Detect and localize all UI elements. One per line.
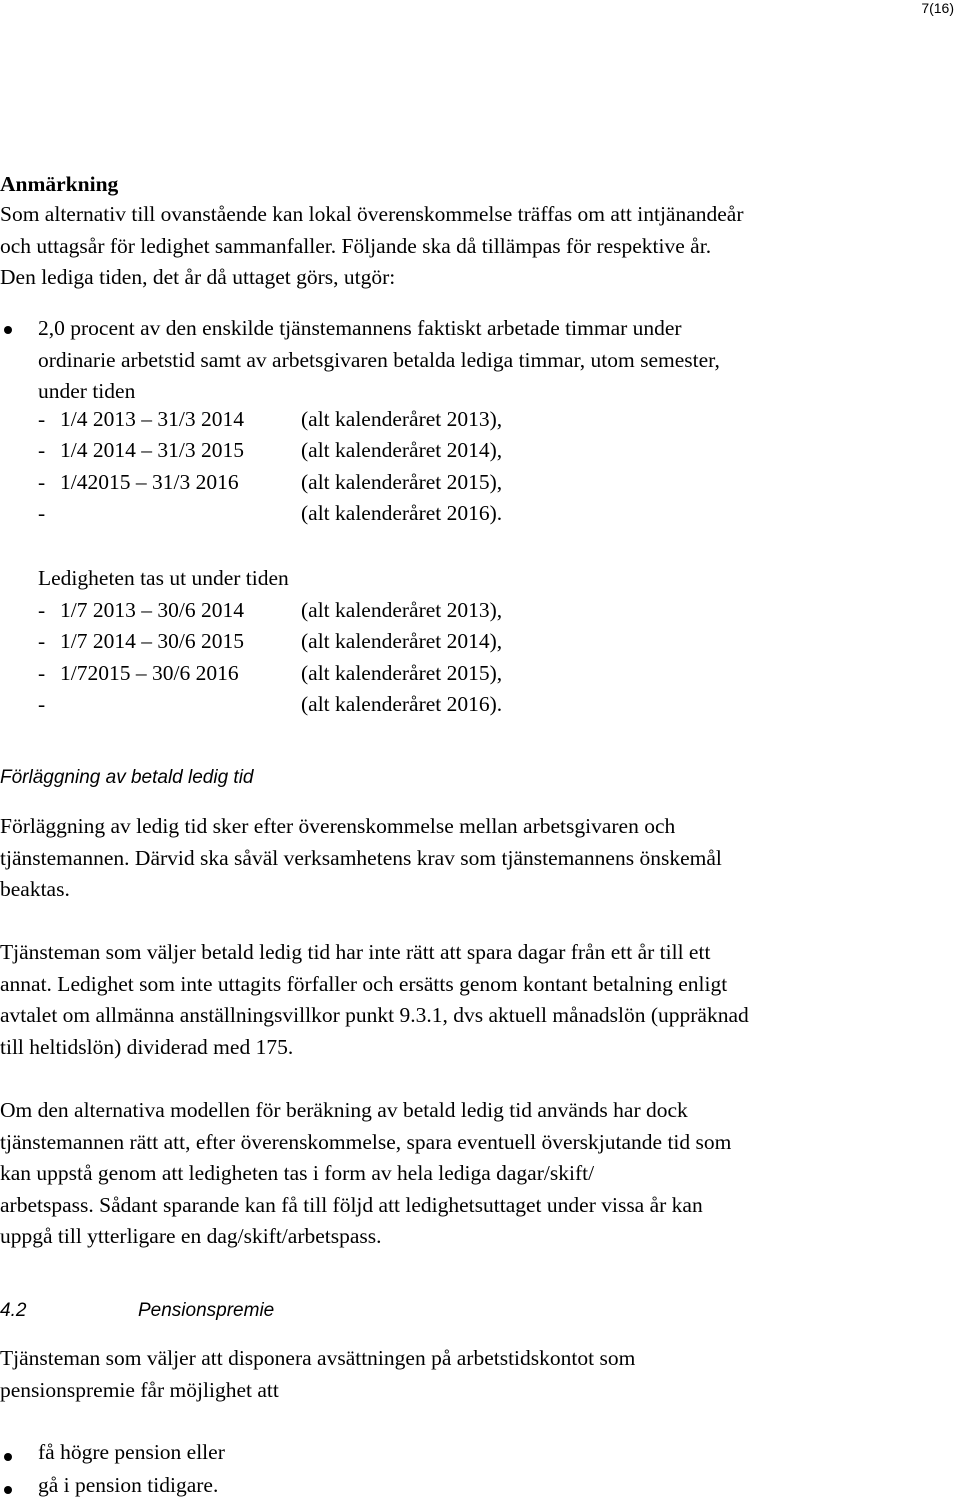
period-range: 1/4 2013 – 31/3 2014: [60, 407, 244, 431]
placement-paragraph-3: [0, 1095, 731, 1253]
bullet1-line: under tiden: [38, 379, 136, 403]
period-range: 1/7 2014 – 30/6 2015: [60, 629, 244, 653]
paragraph-line: till heltidslön) dividerad med 175.: [0, 1034, 294, 1059]
bullet1-line: ordinarie arbetstid samt av arbetsgivaren betalda lediga timmar, utom semester,: [38, 347, 720, 372]
remark-line: Som alternativ till ovanstående kan lokal överenskommelse träffas om att intjänandeår: [0, 202, 744, 226]
period-note: (alt kalenderåret 2016).: [301, 501, 503, 525]
period-note: (alt kalenderåret 2015),: [301, 661, 503, 685]
remark-heading: Anmärkning: [0, 172, 119, 196]
period-note: (alt kalenderåret 2014),: [301, 629, 503, 653]
bullet1-line: 2,0 procent av den enskilde tjänstemannens faktiskt arbetade timmar under: [38, 316, 682, 340]
leave-intro: Ledigheten tas ut under tiden: [38, 566, 289, 590]
paragraph-line: Tjänsteman som väljer att disponera avsättningen på arbetstidskontot som: [0, 1346, 636, 1370]
section-heading: Förläggning av betald ledig tid: [0, 767, 254, 788]
period-note: (alt kalenderåret 2016).: [301, 692, 503, 716]
bullet-dot: [4, 1486, 12, 1494]
period-dash: -: [38, 501, 46, 525]
period-note: (alt kalenderåret 2013),: [301, 407, 503, 431]
paragraph-line: uppgå till ytterligare en dag/skift/arbetspass.: [0, 1224, 382, 1248]
paragraph-line: kan uppstå genom att ledigheten tas i form av hela lediga dagar/skift/: [0, 1161, 595, 1185]
section-number: 4.2: [0, 1300, 27, 1321]
paragraph-line: arbetspass. Sådant sparande kan få till följd att ledighetsuttaget under vissa år kan: [0, 1192, 703, 1217]
period-dash: -: [38, 629, 46, 653]
period-dash: -: [38, 407, 46, 431]
period-range: 1/42015 – 31/3 2016: [60, 470, 239, 494]
paragraph-line: tjänstemannen. Därvid ska såväl verksamhetens krav som tjänstemannens önskemål: [0, 845, 722, 870]
paragraph-line: beaktas.: [0, 877, 70, 901]
period-dash: -: [38, 692, 46, 716]
paragraph-line: Tjänsteman som väljer betald ledig tid har inte rätt att spara dagar från ett år till ett: [0, 940, 711, 964]
remark-paragraph: [0, 199, 744, 294]
pension-bullet-item: få högre pension eller: [38, 1440, 225, 1464]
paragraph-line: Förläggning av ledig tid sker efter överenskommelse mellan arbetsgivaren och: [0, 814, 676, 838]
paragraph-line: Om den alternativa modellen för beräkning av betald ledig tid används har dock: [0, 1098, 688, 1122]
paragraph-line: avtalet om allmänna anställningsvillkor punkt 9.3.1, dvs aktuell månadslön (uppräknad: [0, 1003, 749, 1027]
pension-paragraph: [0, 1343, 635, 1406]
period-range: 1/4 2014 – 31/3 2015: [60, 438, 244, 462]
period-dash: -: [38, 598, 46, 622]
remark-line: och uttagsår för ledighet sammanfaller. Följande ska då tillämpas för respektive år.: [0, 233, 712, 258]
paragraph-line: tjänstemannen rätt att, efter överenskommelse, spara eventuell överskjutande tid som: [0, 1129, 732, 1154]
bullet-dot: [4, 326, 12, 334]
placement-paragraph-1: [0, 811, 722, 906]
period-dash: -: [38, 438, 46, 462]
remark-line: Den lediga tiden, det år då uttaget görs, utgör:: [0, 265, 396, 289]
page-number: 7(16): [921, 0, 954, 16]
bullet1-text: [38, 313, 720, 408]
section-heading: Pensionspremie: [138, 1300, 275, 1321]
period-range: 1/7 2013 – 30/6 2014: [60, 598, 244, 622]
pension-bullet-item: gå i pension tidigare.: [38, 1473, 219, 1497]
period-dash: -: [38, 661, 46, 685]
paragraph-line: pensionspremie får möjlighet att: [0, 1377, 279, 1402]
placement-paragraph-2: [0, 937, 749, 1063]
period-range: 1/72015 – 30/6 2016: [60, 661, 239, 685]
period-dash: -: [38, 470, 46, 494]
period-note: (alt kalenderåret 2015),: [301, 470, 503, 494]
paragraph-line: annat. Ledighet som inte uttagits förfaller och ersätts genom kontant betalning enligt: [0, 971, 728, 996]
period-note: (alt kalenderåret 2013),: [301, 598, 503, 622]
bullet-dot: [4, 1453, 12, 1461]
period-note: (alt kalenderåret 2014),: [301, 438, 503, 462]
